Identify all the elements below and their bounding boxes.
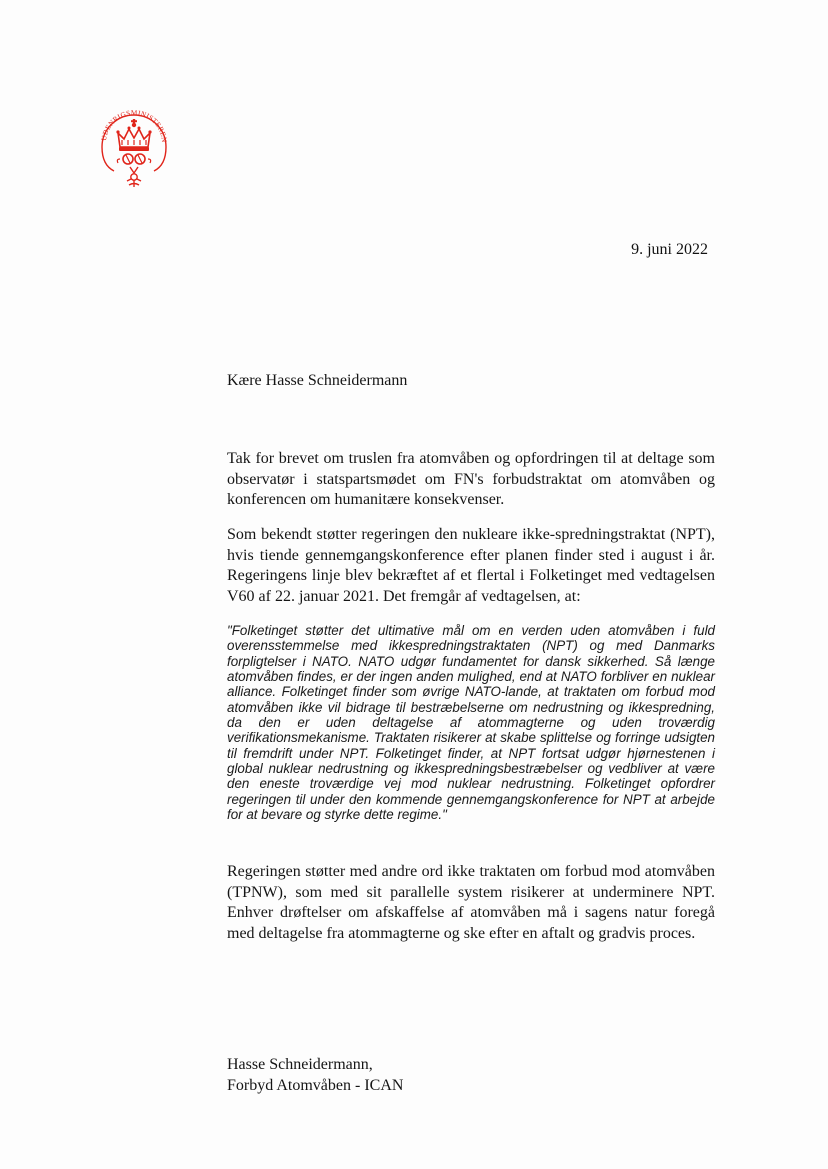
crown-seal-icon	[96, 103, 172, 189]
salutation: Kære Hasse Schneidermann	[227, 372, 408, 389]
letter-date: 9. juni 2022	[631, 241, 708, 258]
recipient-organization: Forbyd Atomvåben - ICAN	[227, 1076, 404, 1094]
svg-text:UDENRIGSMINISTEREN: UDENRIGSMINISTEREN	[100, 108, 169, 143]
recipient-block	[227, 1055, 403, 1096]
parliament-resolution-quote: "Folketinget støtter det ultimative mål om en verden uden atomvåben i fuld overensstemmelse med ikkespredningstraktaten (NPT) og med Danmarks forpligtelser i NATO. NATO udgør fundamentet for dansk sikkerhed. Så længe atomvåben findes, er der ingen anden mulighed, end at NATO forbliver en nuklear alliance. Folketinget finder som øvrige NATO-lande, at traktaten om forbud mod atomvåben ikke vil bidrage til bestræbelserne om nedrustning og ikkespredning, da den er uden deltagelse af atommagterne og uden troværdig verifikationsmekanisme. Traktaten risikerer at skabe splittelse og forringe udsigten til fremdrift under NPT. Folketinget finder, at NPT fortsat udgør hjørnestenen i global nuklear nedrustning og ikkespredningsbestræbelser og vedbliver at være den eneste troværdige vej mod nuklear nedrustning. Folketinget opfordrer regeringen til under den kommende gennemgangskonference for NPT at arbejde for at bevare og styrke dette regime."	[227, 623, 715, 823]
body-paragraph-2: Som bekendt støtter regeringen den nukleare ikke-spredningstraktat (NPT), hvis tiende gennemgangskonference efter planen finder sted i august i år. Regeringens linje blev bekræftet af et flertal i Folketinget med vedtagelsen V60 af 22. januar 2021. Det fremgår af vedtagelsen, at:	[227, 526, 715, 605]
ministry-seal-logo	[96, 103, 172, 189]
body-paragraph-1: Tak for brevet om truslen fra atomvåben og opfordringen til at deltage som observatør i statspartsmødet om FN's forbudstraktat om atomvåben og konferencen om humanitære konsekvenser.	[227, 450, 715, 508]
recipient-name: Hasse Schneidermann,	[227, 1056, 373, 1073]
closing-paragraph: Regeringen støtter med andre ord ikke traktaten om forbud mod atomvåben (TPNW), som med sit parallelle system risikerer at underminere NPT. Enhver drøftelser om afskaffelse af atomvåben må i sagens natur foregå med deltagelse fra atommagterne og ske efter en aftalt og gradvis proces.	[227, 863, 715, 942]
